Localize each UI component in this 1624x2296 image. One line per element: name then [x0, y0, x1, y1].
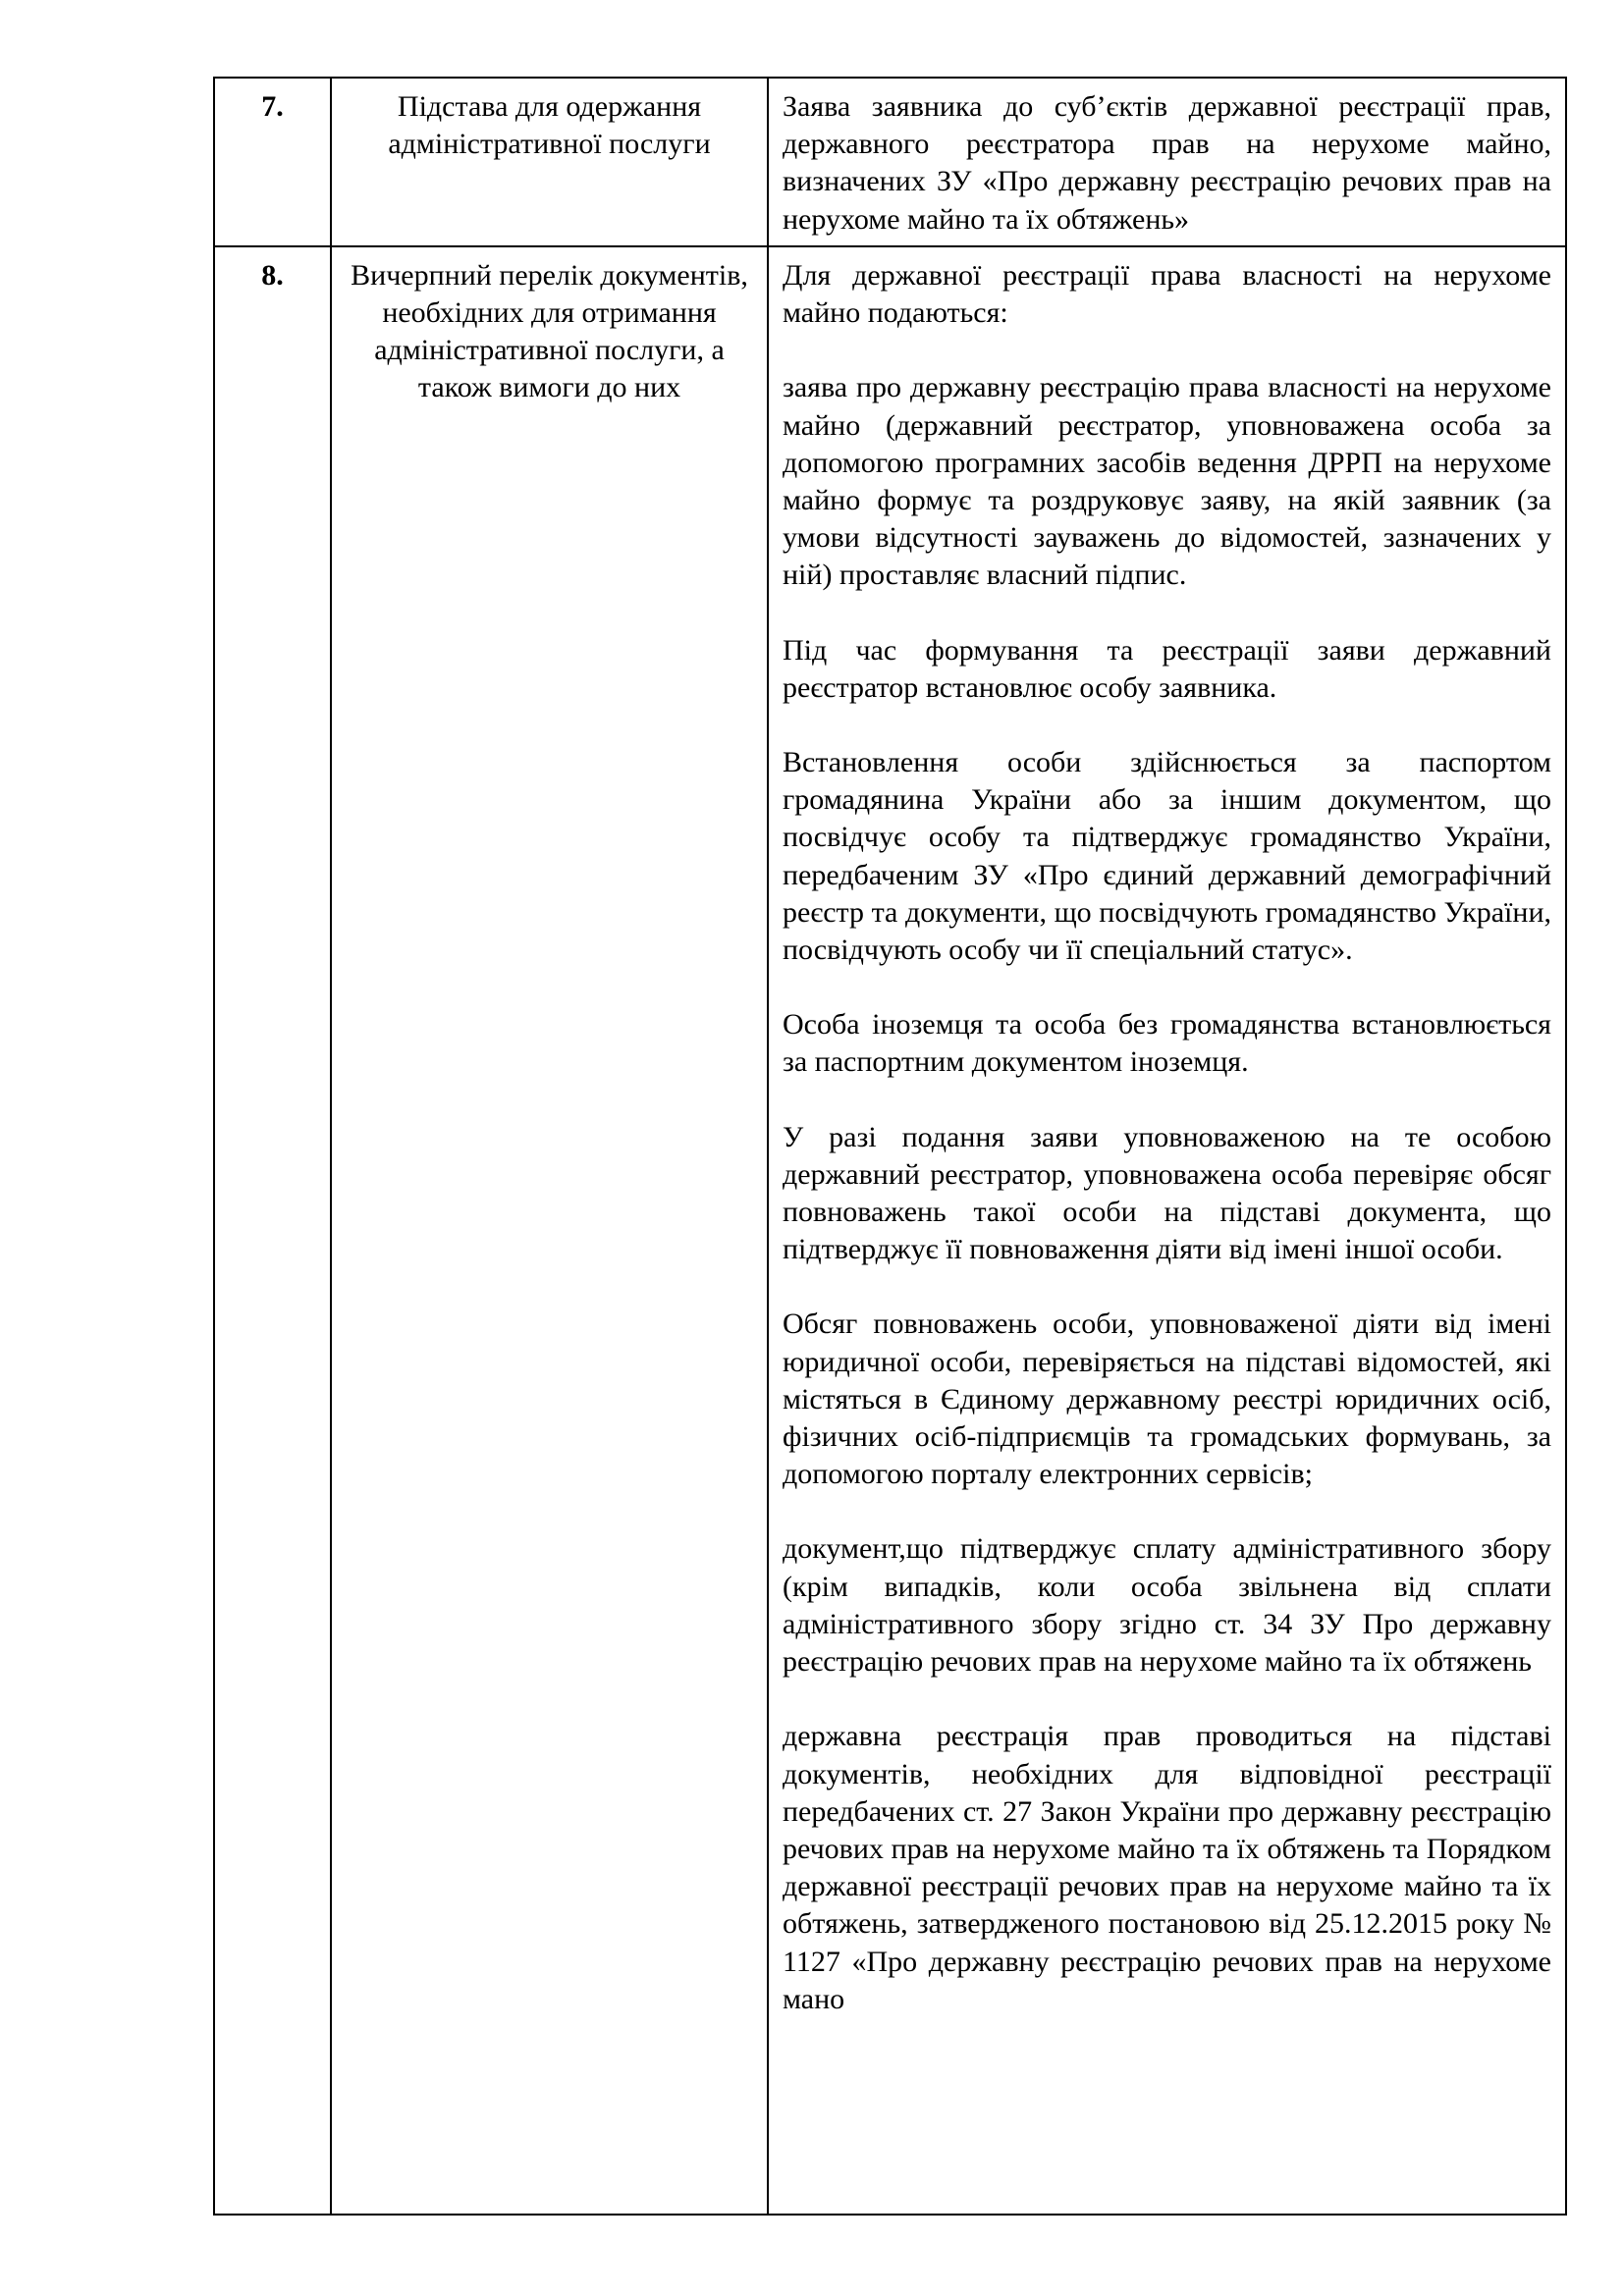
table-row [214, 246, 1566, 2215]
content-paragraph: заява про державну реєстрацію права власності на нерухоме майно (державний реєстратор, уповноважена особа за допомогою програмних засобів ведення ДРРП на нерухоме майно формує та роздруковує заяву, на якій заявник (за умови відсутності зауважень до відомостей, зазначених у ній) проставляє власний підпис. [783, 371, 1551, 592]
content-paragraph: Особа іноземця та особа без громадянства встановлюється за паспортним документом іноземця. [783, 1008, 1551, 1079]
row-content [768, 246, 1566, 2215]
content-paragraph: документ,що підтверджує сплату адміністративного збору (крім випадків, коли особа звільнена від сплати адміністративного збору згідно ст. 34 ЗУ Про державну реєстрацію речових прав на нерухоме майно та їх обтяжень [783, 1532, 1551, 1679]
row-title: Вичерпний перелік документів, необхідних для отримання адміністративної послуги, а також вимоги до них [331, 246, 768, 2215]
table-row [214, 78, 1566, 246]
row-number: 8. [214, 246, 331, 2215]
row-content [768, 78, 1566, 246]
content-paragraph: державна реєстрація прав проводиться на підставі документів, необхідних для відповідної реєстрації передбачених ст. 27 Закон України про державну реєстрацію речових прав на нерухоме майно та їх обтяжень та Порядком державної реєстрації речових прав на нерухоме майно та їх обтяжень, затвердженого постановою від 25.12.2015 року № 1127 «Про державну реєстрацію речових прав на нерухоме мано [783, 1720, 1551, 2015]
row-title: Підстава для одержання адміністративної послуги [331, 78, 768, 246]
service-info-table [213, 77, 1567, 2216]
content-paragraph: Обсяг повноважень особи, уповноваженої діяти від імені юридичної особи, перевіряється на підставі відомостей, які містяться в Єдиному державному реєстрі юридичних осіб, фізичних осіб-підприємців та громадських формувань, за допомогою порталу електронних сервісів; [783, 1308, 1551, 1491]
row-number: 7. [214, 78, 331, 246]
content-paragraph: Заява заявника до суб’єктів державної реєстрації прав, державного реєстратора прав на нерухоме майно, визначених ЗУ «Про державну реєстрацію речових прав на нерухоме майно та їх обтяжень» [783, 90, 1551, 236]
content-paragraph: У разі подання заяви уповноваженою на те особою державний реєстратор, уповноважена особа перевіряє обсяг повноважень такої особи на підставі документа, що підтверджує її повноваження діяти від імені іншої особи. [783, 1120, 1551, 1266]
content-paragraph: Для державної реєстрації права власності на нерухоме майно подаються: [783, 259, 1551, 330]
content-paragraph: Під час формування та реєстрації заяви державний реєстратор встановлює особу заявника. [783, 633, 1551, 704]
content-paragraph: Встановлення особи здійснюється за паспортом громадянина України або за іншим документом, що посвідчує особу та підтверджує громадянство України, передбаченим ЗУ «Про єдиний державний демографічний реєстр та документи, що посвідчують громадянство України, посвідчують особу чи її спеціальний статус». [783, 746, 1551, 967]
